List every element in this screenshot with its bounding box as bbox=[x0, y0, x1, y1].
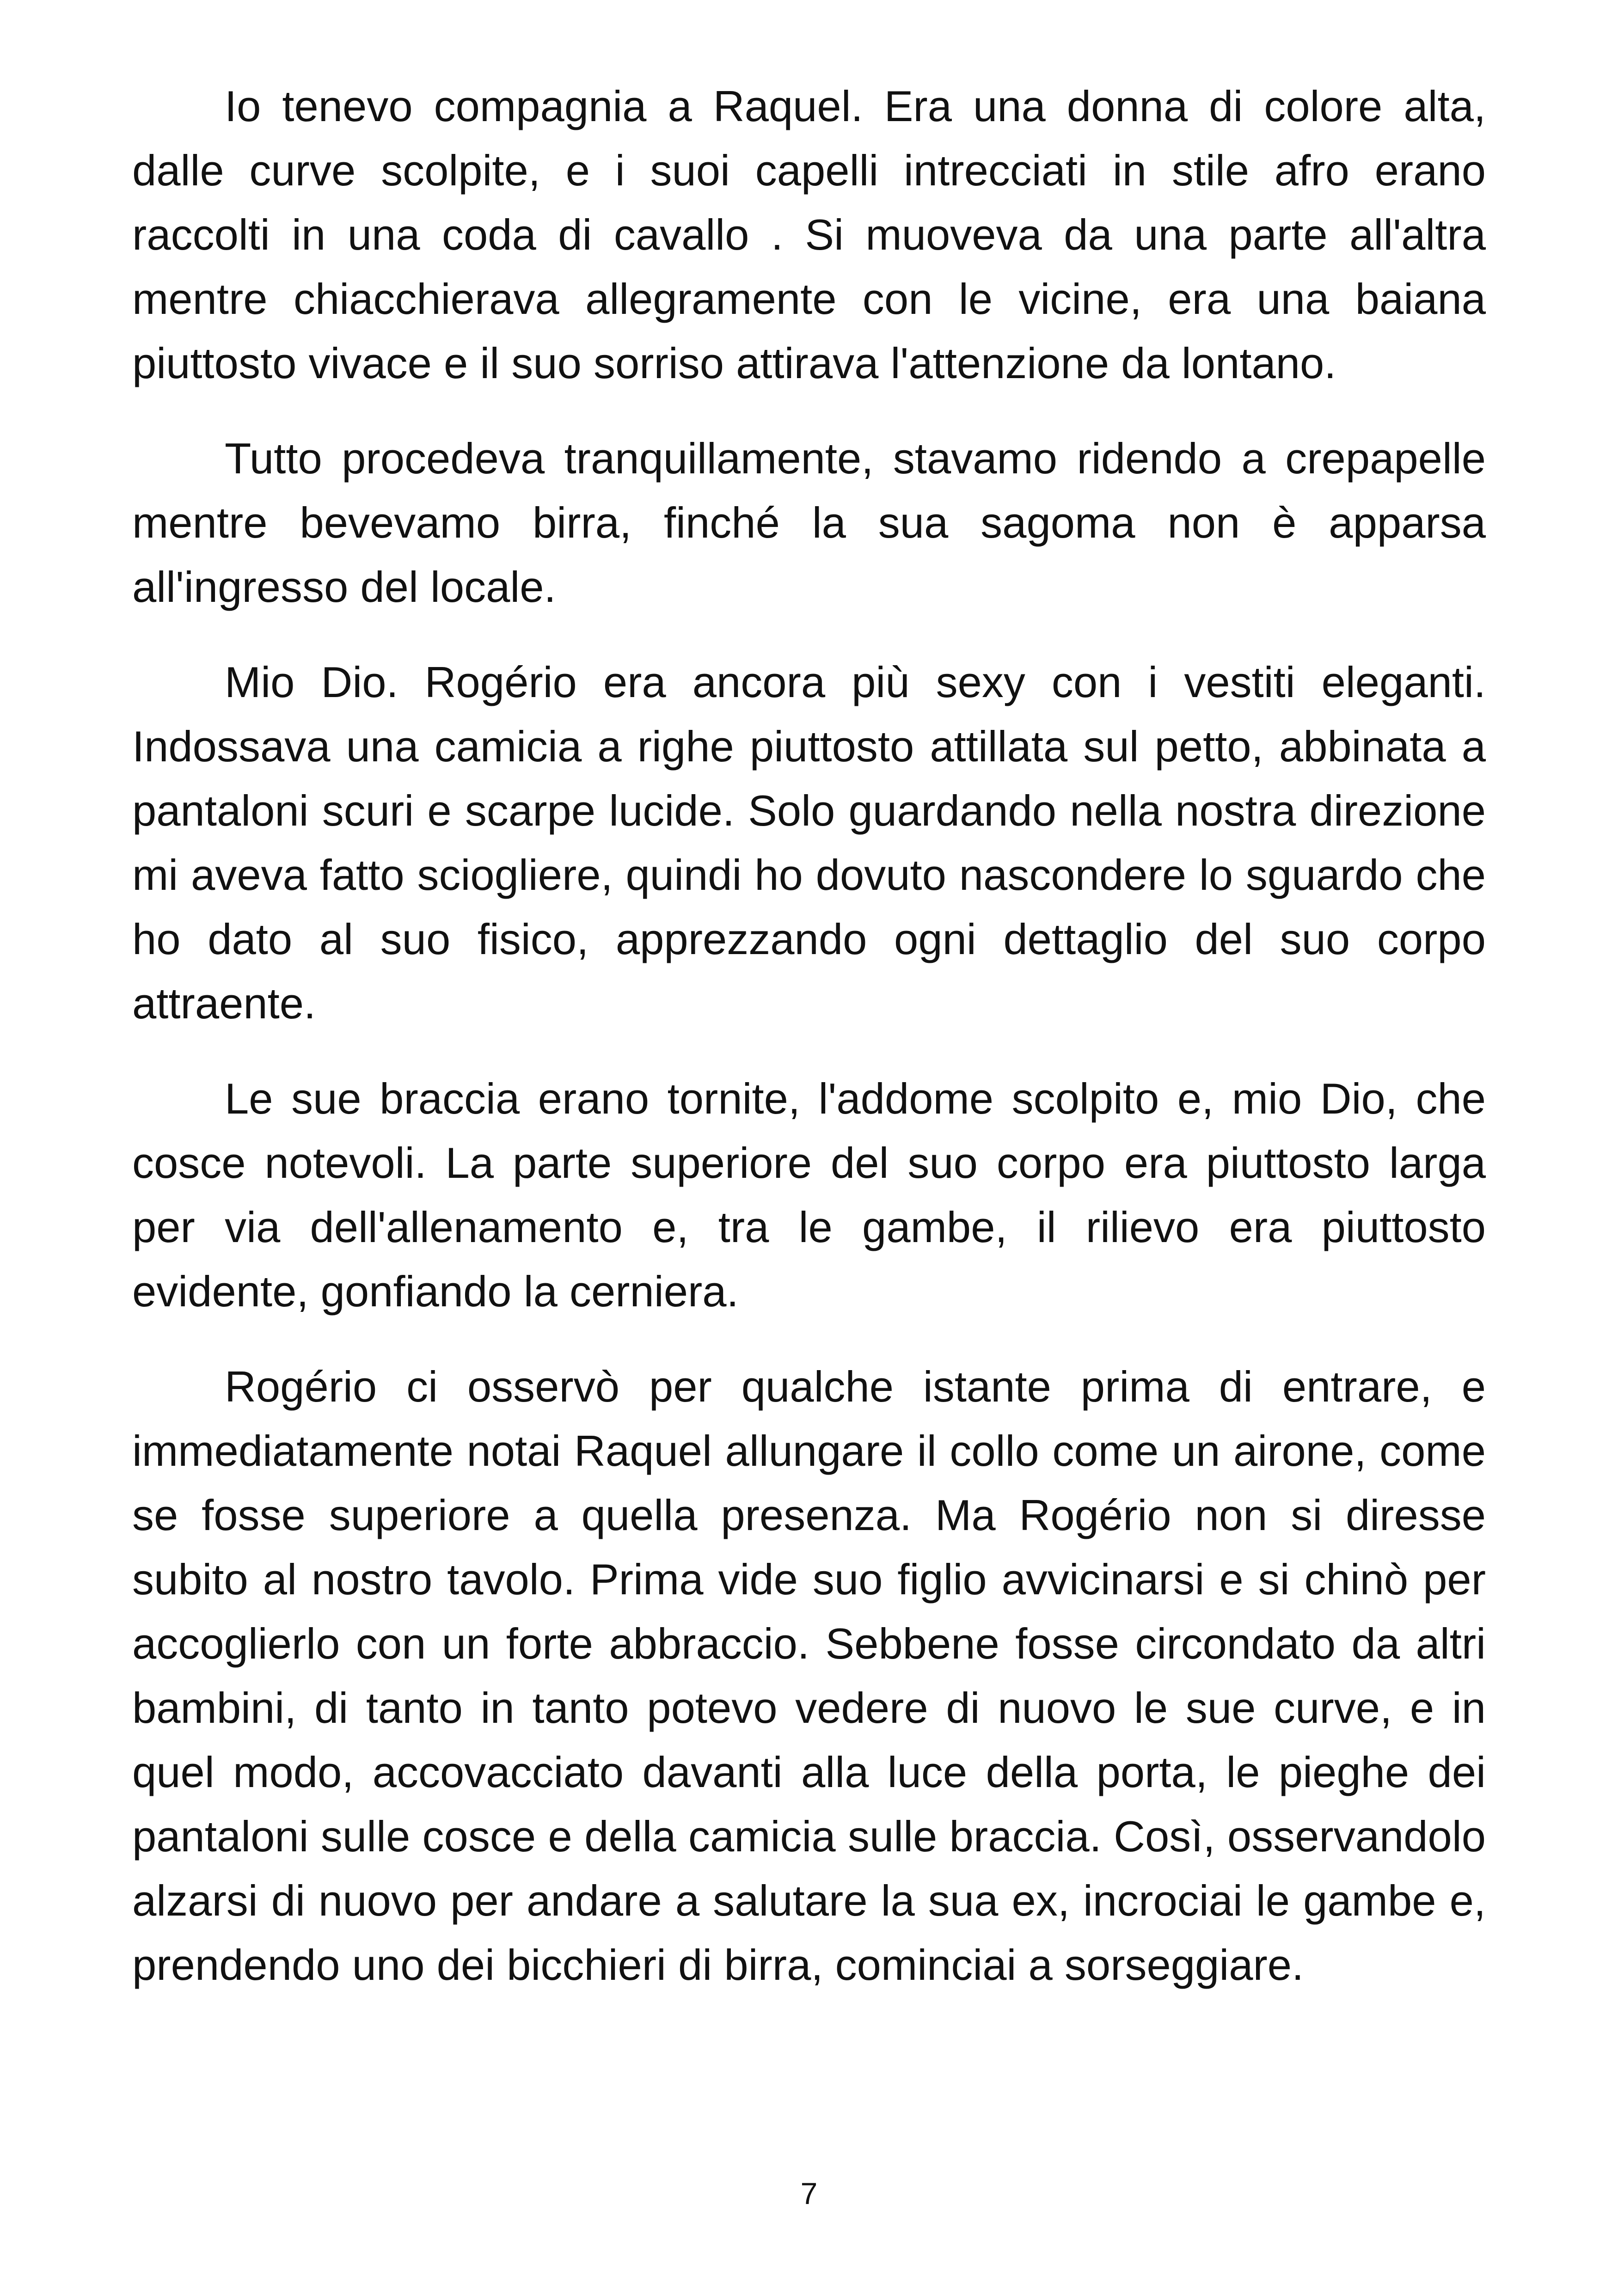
page-number: 7 bbox=[800, 2176, 818, 2210]
paragraph-4: Le sue braccia erano tornite, l'addome scolpito e, mio Dio, che cosce notevoli. La parte superiore del suo corpo era piuttosto larga per via dell'allenamento e, tra le gambe, il rilievo era piuttosto evidente, gonfiando la cerniera. bbox=[132, 1074, 1486, 1316]
paragraph-1: Io tenevo compagnia a Raquel. Era una donna di colore alta, dalle curve scolpite, e i suoi capelli intrecciati in stile afro erano raccolti in una coda di cavallo . Si muoveva da una parte all'altra mentre chiacchierava allegramente con le vicine, era una baiana piuttosto vivace e il suo sorriso attirava l'attenzione da lontano. bbox=[132, 82, 1486, 387]
paragraph-3: Mio Dio. Rogério era ancora più sexy con i vestiti eleganti. Indossava una camicia a righe piuttosto attillata sul petto, abbinata a pantaloni scuri e scarpe lucide. Solo guardando nella nostra direzione mi aveva fatto sciogliere, quindi ho dovuto nascondere lo sguardo che ho dato al suo fisico, apprezzando ogni dettaglio del suo corpo attraente. bbox=[132, 658, 1486, 1028]
paragraph-2: Tutto procedeva tranquillamente, stavamo ridendo a crepapelle mentre bevevamo birra, finché la sua sagoma non è apparsa all'ingresso del locale. bbox=[132, 434, 1486, 611]
paragraph-5: Rogério ci osservò per qualche istante prima di entrare, e immediatamente notai Raquel allungare il collo come un airone, come se fosse superiore a quella presenza. Ma Rogério non si diresse subito al nostro tavolo. Prima vide suo figlio avvicinarsi e si chinò per accoglierlo con un forte abbraccio. Sebbene fosse circondato da altri bambini, di tanto in tanto potevo vedere di nuovo le sue curve, e in quel modo, accovacciato davanti alla luce della porta, le pieghe dei pantaloni sulle cosce e della camicia sulle braccia. Così, osservandolo alzarsi di nuovo per andare a salutare la sua ex, incrociai le gambe e, prendendo uno dei bicchieri di birra, cominciai a sorseggiare. bbox=[132, 1362, 1486, 1989]
body-text bbox=[132, 74, 1486, 1997]
